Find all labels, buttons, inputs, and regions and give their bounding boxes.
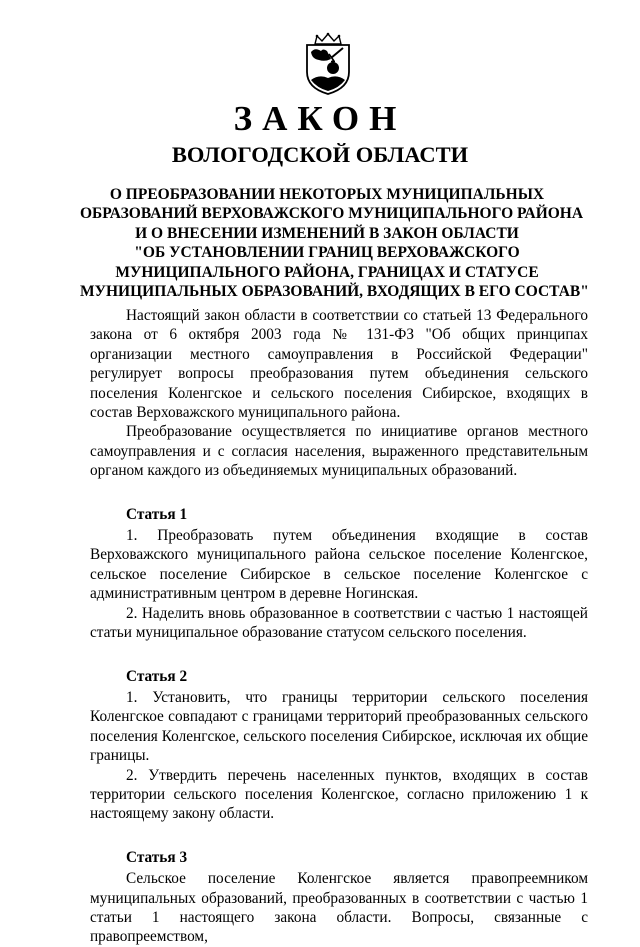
article-2-paragraph: 1. Установить, что границы территории сельского поселения Коленгское совпадают с границами территорий преобразованных сельского поселения Коленгское, сельского поселения Сибирское, исключая их общие границы.	[90, 688, 588, 765]
coat-of-arms-icon	[303, 32, 353, 96]
article-1-paragraph: 1. Преобразовать путем объединения входящие в состав Верховажского муниципального района сельское поселение Коленгское, сельское поселение Сибирское в сельское поселение Коленгское с административным центром в деревне Ногинская.	[90, 527, 588, 603]
law-name-line: "ОБ УСТАНОВЛЕНИИ ГРАНИЦ ВЕРХОВАЖСКОГО	[134, 244, 520, 262]
article-3-paragraph: Сельское поселение Коленгское является правопреемником муниципальных образований, преобразованных в соответствии с частью 1 статьи 1 настоящего закона области. Вопросы, связанные с правопреемством,	[90, 870, 588, 946]
law-name-line: И О ВНЕСЕНИИ ИЗМЕНЕНИЙ В ЗАКОН ОБЛАСТИ	[135, 224, 519, 242]
law-name-line: ОБРАЗОВАНИЙ ВЕРХОВАЖСКОГО МУНИЦИПАЛЬНОГО РАЙОНА	[80, 205, 584, 223]
article-2-paragraph: 2. Утвердить перечень населенных пунктов, входящих в состав территории сельского поселения Коленгское, согласно приложению 1 к настоящему закону области.	[90, 766, 588, 823]
article-2-heading: Статья 2	[126, 667, 188, 685]
preamble-paragraph: Преобразование осуществляется по инициативе органов местного самоуправления и с согласия населения, выраженного представительным органом каждого из объединяемых муниципальных образований.	[90, 423, 588, 480]
law-name	[80, 185, 589, 301]
page-subtitle: ВОЛОГОДСКОЙ ОБЛАСТИ	[171, 142, 469, 167]
article-1-paragraph: 2. Наделить вновь образованное в соответствии с частью 1 настоящей статьи муниципальное образование статусом сельского поселения.	[90, 604, 588, 642]
article-3-heading: Статья 3	[126, 848, 188, 866]
article-1-heading: Статья 1	[126, 505, 188, 523]
law-name-line: МУНИЦИПАЛЬНОГО РАЙОНА, ГРАНИЦАХ И СТАТУСЕ	[115, 263, 539, 281]
preamble-paragraph: Настоящий закон области в соответствии со статьей 13 Федерального закона от 6 октября 2003 года № 131-ФЗ "Об общих принципах организации местного самоуправления в Российской Федерации" регулирует вопросы преобразования путем объединения сельского поселения Коленгское и сельского поселения Сибирское, входящих в состав Верховажского муниципального района.	[90, 307, 588, 422]
document-body	[90, 306, 588, 947]
law-name-line: МУНИЦИПАЛЬНЫХ ОБРАЗОВАНИЙ, ВХОДЯЩИХ В ЕГО СОСТАВ"	[80, 283, 589, 301]
law-name-line: О ПРЕОБРАЗОВАНИИ НЕКОТОРЫХ МУНИЦИПАЛЬНЫХ	[109, 186, 545, 203]
page-title: ЗАКОН	[233, 99, 407, 138]
